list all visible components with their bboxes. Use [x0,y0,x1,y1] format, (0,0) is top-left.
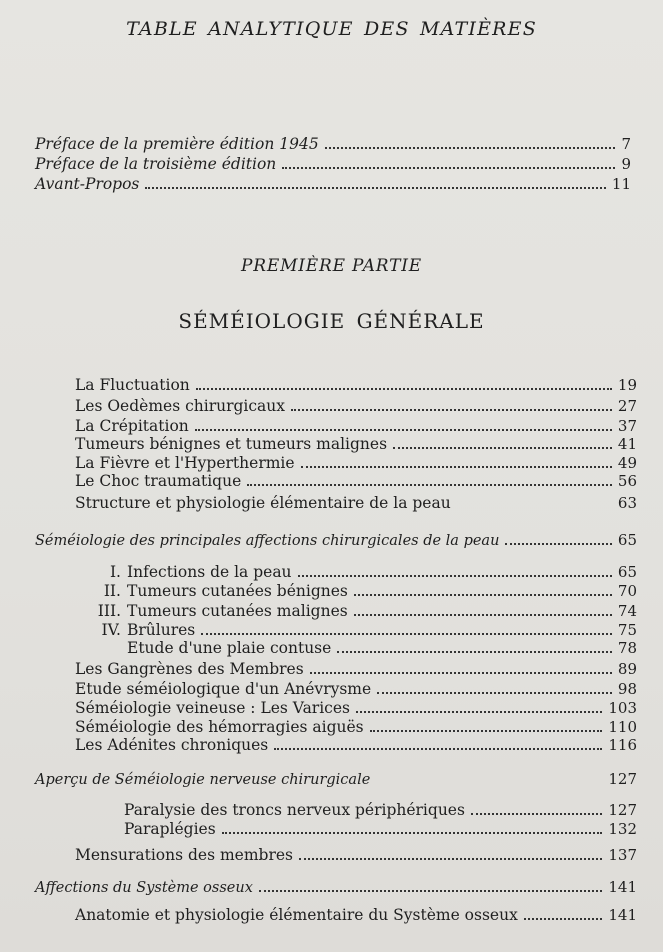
entry-label: Le Choc traumatique [75,472,242,490]
entry-label: Affections du Système osseux [35,880,253,896]
dot-leader [337,651,612,653]
dot-leader [356,711,602,713]
page-number: 65 [617,563,637,581]
entry-label: Préface de la troisième édition [35,155,277,173]
roman-numeral: I. [109,563,121,581]
roman-numeral: IV. [101,621,121,639]
toc-entry[interactable] [124,818,637,838]
dot-leader [524,918,603,920]
page-number: 110 [608,718,637,736]
page-title: TABLE ANALYTIQUE DES MATIÈRES [126,18,537,40]
page-number: 89 [617,660,637,678]
entry-label: Les Oedèmes chirurgicaux [75,397,286,415]
toc-entry[interactable] [75,415,637,435]
page-number: 141 [608,878,637,896]
page-number: 70 [617,582,637,600]
toc-entry[interactable] [35,133,631,153]
page-number: 56 [617,472,637,490]
toc-entry[interactable] [75,600,637,620]
entry-label: Séméiologie des hémorragies aiguës [75,718,364,736]
toc-entry[interactable] [75,697,637,717]
dot-leader [310,672,612,674]
page-number: 74 [617,602,637,620]
page-number: 37 [617,417,637,435]
dot-leader [145,187,606,189]
page-number: 27 [617,397,637,415]
toc-entry[interactable] [35,173,631,193]
page-number: 7 [621,135,631,153]
entry-label: Les Gangrènes des Membres [75,660,304,678]
page-number: 137 [608,846,637,864]
toc-section-heading[interactable] [35,768,637,788]
page-number: 11 [611,175,631,193]
entry-label: Tumeurs bénignes et tumeurs malignes [75,435,388,453]
dot-leader [376,782,602,784]
entry-text: Brûlures [127,621,196,639]
entry-text: Tumeurs cutanées bénignes [127,582,348,600]
entry-label: Mensurations des membres [75,846,293,864]
toc-entry[interactable] [124,799,637,819]
toc-entry[interactable] [75,716,637,736]
entry-label: Aperçu de Séméiologie nerveuse chirurgicale [35,772,371,788]
roman-numeral: II. [103,582,121,600]
toc-entry[interactable] [75,452,637,472]
toc-entry[interactable] [127,637,637,657]
entry-label: La Fièvre et l'Hyperthermie [75,454,295,472]
page-number: 132 [608,820,637,838]
dot-leader [354,614,612,616]
page-number: 19 [617,376,637,394]
dot-leader [393,447,612,449]
page-number: 98 [617,680,637,698]
toc-entry[interactable] [75,619,637,639]
entry-label: Les Adénites chroniques [75,736,269,754]
page-number: 65 [617,531,637,549]
toc-entry[interactable] [75,580,637,600]
dot-leader [301,466,612,468]
toc-entry[interactable] [75,734,637,754]
part-title: SÉMÉIOLOGIE GÉNÉRALE [178,309,485,333]
dot-leader [505,543,611,545]
page-number: 127 [608,770,637,788]
entry-label: Avant-Propos [35,175,140,193]
dot-leader [370,730,603,732]
toc-entry[interactable] [75,433,637,453]
dot-leader [259,890,602,892]
dot-leader [298,575,612,577]
dot-leader [299,858,602,860]
entry-label: Structure et physiologie élémentaire de la peau [75,494,451,512]
dot-leader [354,594,612,596]
page-number: 63 [617,494,637,512]
toc-entry[interactable] [75,561,637,581]
dot-leader [457,506,612,508]
toc-entry[interactable] [35,153,631,173]
dot-leader [247,484,612,486]
page-number: 141 [608,906,637,924]
page-number: 9 [621,155,631,173]
dot-leader [471,813,602,815]
page-number: 78 [617,639,637,657]
toc-entry[interactable] [75,374,637,394]
toc-entry[interactable] [75,395,637,415]
toc-entry[interactable] [75,658,637,678]
entry-label: Préface de la première édition 1945 [35,135,319,153]
entry-label [75,563,292,581]
entry-label: Séméiologie des principales affections chirurgicales de la peau [35,533,500,549]
entry-label: Etude séméiologique d'un Anévrysme [75,680,372,698]
entry-label: La Crépitation [75,417,189,435]
toc-entry[interactable] [75,904,637,924]
page-number: 75 [617,621,637,639]
page-number: 127 [608,801,637,819]
entry-text: Infections de la peau [127,563,292,581]
dot-leader [201,633,612,635]
toc-entry[interactable] [75,678,637,698]
toc-entry[interactable] [75,844,637,864]
dot-leader [196,388,612,390]
entry-text: Tumeurs cutanées malignes [127,602,348,620]
toc-section-heading[interactable] [35,876,637,896]
toc-section-heading[interactable] [35,529,637,549]
roman-numeral: III. [97,602,121,620]
entry-label: Paralysie des troncs nerveux périphériques [124,801,465,819]
entry-label: Séméiologie veineuse : Les Varices [75,699,350,717]
dot-leader [377,692,612,694]
entry-label: Etude d'une plaie contuse [127,639,332,657]
dot-leader [274,748,602,750]
page-number: 103 [608,699,637,717]
dot-leader [195,429,612,431]
toc-entry[interactable] [75,492,637,512]
dot-leader [222,832,603,834]
page-number: 49 [617,454,637,472]
dot-leader [325,147,616,149]
page-number: 41 [617,435,637,453]
entry-label: Paraplégies [124,820,216,838]
dot-leader [282,167,615,169]
entry-label [75,602,348,620]
part-label: PREMIÈRE PARTIE [241,256,422,276]
dot-leader [291,409,612,411]
toc-entry[interactable] [75,470,637,490]
entry-label: Anatomie et physiologie élémentaire du Système osseux [75,906,518,924]
entry-label [75,582,348,600]
page-number: 116 [608,736,637,754]
entry-label: La Fluctuation [75,376,190,394]
